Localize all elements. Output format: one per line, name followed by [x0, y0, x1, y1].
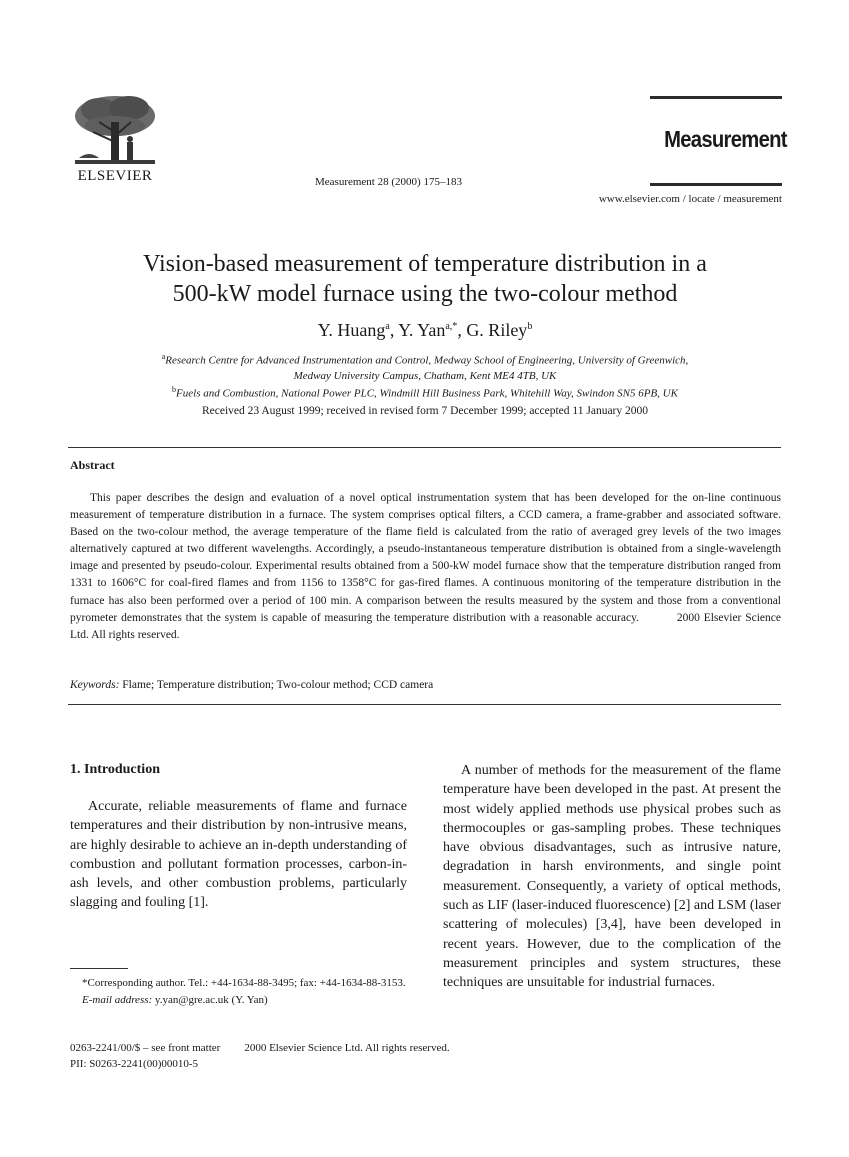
left-column-paragraph: Accurate, reliable measurements of flame and furnace temperatures and their distribution by non-intrusive means, are highly desirable to achieve an in-depth understanding of combustion and pollutant formation processes, carbon-in-ash levels, and other combustion problems, particularly slagging and fouling [1].: [70, 799, 407, 911]
affiliation-line: Medway University Campus, Chatham, Kent ME4 4TB, UK: [293, 369, 557, 382]
article-title: [60, 249, 790, 309]
email-label: E-mail address:: [82, 994, 153, 1006]
journal-title: Measurement: [664, 126, 787, 152]
journal-rule-top: [650, 96, 782, 99]
divider: [68, 704, 781, 705]
email-address[interactable]: y.yan@gre.ac.uk (Y. Yan): [154, 994, 268, 1006]
author-sup: a: [385, 321, 390, 332]
abstract-heading: Abstract: [70, 458, 115, 472]
author-name: Y. Huang: [317, 320, 386, 340]
pii: PII: S0263-2241(00)00010-5: [70, 1058, 199, 1070]
elsevier-tree-icon: [69, 92, 161, 170]
keywords: [70, 679, 433, 691]
author-sup: a,*: [445, 321, 458, 332]
abstract-text: [70, 490, 781, 644]
received-dates: Received 23 August 1999; received in revised form 7 December 1999; accepted 11 January 2000: [201, 405, 648, 417]
affiliation-sup: a: [161, 352, 166, 361]
issn: 0263-2241/00/$ – see front matter: [70, 1042, 221, 1054]
right-column-paragraph: A number of methods for the measurement of the flame temperature have been developed in the past. At present the most widely applied methods use physical probes such as thermocouples or gas-sampling probes. These techniques have obvious disadvantages, such as intrusive nature, degradation in harsh environments, and single point measurement. Consequently, a variety of optical methods, such as LIF (laser-induced fluorescence) [2] and LSM (laser scattering of molecules) [3,4], have been developed in recent years. However, due to the complication of the measurement principles and system structures, these techniques are unsuitable for industrial furnaces.: [443, 763, 781, 991]
copyright-rights: 2000 Elsevier Science Ltd. All rights reserved.: [244, 1042, 450, 1054]
elsevier-logo: [62, 92, 168, 185]
journal-url[interactable]: www.elsevier.com / locate / measurement: [598, 193, 782, 205]
divider: [68, 447, 781, 448]
copyright-block: [70, 1040, 450, 1072]
affiliation-sup: b: [172, 385, 177, 394]
author-sup: b: [527, 321, 533, 332]
author-name: G. Riley: [466, 320, 528, 340]
keywords-list: Flame; Temperature distribution; Two-colour method; CCD camera: [122, 679, 434, 691]
journal-citation: Measurement 28 (2000) 175–183: [315, 176, 462, 188]
keywords-label: Keywords:: [70, 679, 120, 691]
abstract-body: This paper describes the design and evaluation of a novel optical instrumentation system that has been developed for the on-line continuous measurement of temperature distribution in a furnace. The system comprises optical filters, a CCD camera, a frame-grabber and associated software. Based on the two-colour method, the average temperature of the flame field is calculated from the ratio of averaged grey levels of the two images alternatively captured at two different wavelengths. Accordingly, a pseudo-instantaneous temperature distribution is obtained from a single-wavelength image and presented by pseudo-colour. Experimental results obtained from a 500-kW model furnace show that the temperature distribution ranged from 1331 to 1606°C for coal-fired flames and from 1156 to 1358°C for gas-fired flames. A continuous monitoring of the temperature distribution in the furnace has also been performed over a period of 100 min. A comparison between the results measured by the system and those from a conventional pyrometer demonstrates that the system is capable of measuring the temperature distribution with a reasonable accuracy.: [70, 492, 781, 624]
publisher-name: ELSEVIER: [77, 168, 153, 184]
footnote: [70, 975, 407, 1009]
author-name: Y. Yan: [398, 320, 446, 340]
affiliation-line: Fuels and Combustion, National Power PLC, Windmill Hill Business Park, Whitehill Way, Swindon SN5 6PB, UK: [176, 387, 678, 400]
author-list: Y. Huang$^a$, Y. Yan$^{a,*}$, G. Riley$^b$: [317, 320, 533, 340]
title-line-2: 500-kW model furnace using the two-colour method: [172, 281, 678, 307]
affiliation-b: [90, 382, 760, 402]
footnote-corresponding: *Corresponding author. Tel.: +44-1634-88-3495; fax: +44-1634-88-3153.: [82, 977, 406, 989]
section-heading: 1. Introduction: [70, 762, 160, 777]
title-line-1: Vision-based measurement of temperature distribution in a: [143, 251, 707, 277]
journal-rule-bottom: [650, 183, 782, 186]
abstract-rights: 2000 Elsevier Science Ltd. All rights reserved.: [70, 611, 781, 641]
affiliation-a: [90, 349, 760, 384]
footnote-rule: [70, 968, 128, 969]
affiliation-line: Research Centre for Advanced Instrumentation and Control, Medway School of Engineering, University of Greenwich,: [165, 354, 689, 367]
